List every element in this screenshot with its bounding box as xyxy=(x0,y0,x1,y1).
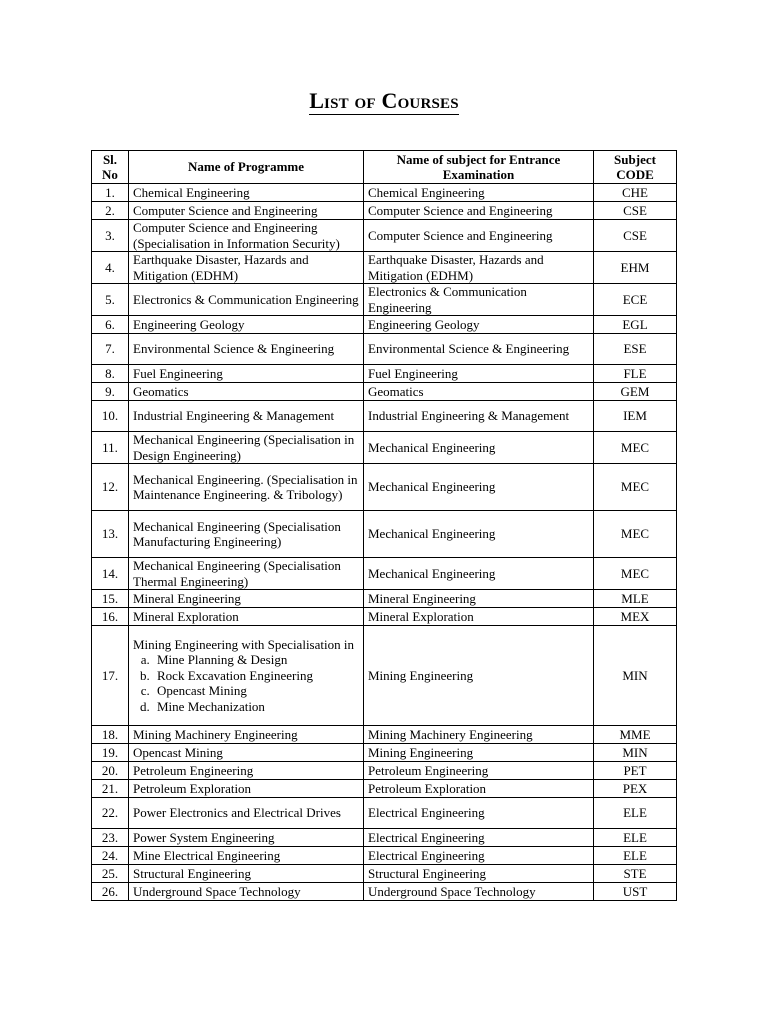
table-row xyxy=(92,780,677,798)
row-number: 25. xyxy=(92,865,129,883)
specialisation-item: c. Opencast Mining xyxy=(153,683,359,699)
row-number: 9. xyxy=(92,383,129,401)
programme-name: Petroleum Engineering xyxy=(129,762,364,780)
entrance-subject: Mineral Engineering xyxy=(364,590,594,608)
header-programme: Name of Programme xyxy=(129,151,364,184)
subject-code: ECE xyxy=(594,284,677,316)
programme-name: Mineral Engineering xyxy=(129,590,364,608)
row-number: 7. xyxy=(92,334,129,365)
courses-table xyxy=(91,150,677,901)
programme-name: Underground Space Technology xyxy=(129,883,364,901)
programme-name: Mine Electrical Engineering xyxy=(129,847,364,865)
table-body xyxy=(92,184,677,901)
entrance-subject: Mining Machinery Engineering xyxy=(364,726,594,744)
table-row xyxy=(92,220,677,252)
entrance-subject: Mechanical Engineering xyxy=(364,558,594,590)
subject-code: PEX xyxy=(594,780,677,798)
subject-code: PET xyxy=(594,762,677,780)
programme-name: Mechanical Engineering (Specialisation in Design Engineering) xyxy=(129,432,364,464)
table-row xyxy=(92,558,677,590)
row-number: 8. xyxy=(92,365,129,383)
table-row xyxy=(92,608,677,626)
subject-code: MIN xyxy=(594,744,677,762)
table-row xyxy=(92,798,677,829)
entrance-subject: Industrial Engineering & Management xyxy=(364,401,594,432)
entrance-subject: Electrical Engineering xyxy=(364,829,594,847)
table-row xyxy=(92,744,677,762)
programme-name: Mechanical Engineering. (Specialisation in Maintenance Engineering. & Tribology) xyxy=(129,464,364,511)
programme-name: Mining Machinery Engineering xyxy=(129,726,364,744)
subject-code: MEC xyxy=(594,558,677,590)
programme-name: Power Electronics and Electrical Drives xyxy=(129,798,364,829)
entrance-subject: Petroleum Exploration xyxy=(364,780,594,798)
row-number: 5. xyxy=(92,284,129,316)
programme-name: Geomatics xyxy=(129,383,364,401)
entrance-subject: Electrical Engineering xyxy=(364,847,594,865)
entrance-subject: Computer Science and Engineering xyxy=(364,220,594,252)
programme-name: Structural Engineering xyxy=(129,865,364,883)
table-row xyxy=(92,511,677,558)
entrance-subject: Structural Engineering xyxy=(364,865,594,883)
row-number: 21. xyxy=(92,780,129,798)
entrance-subject: Petroleum Engineering xyxy=(364,762,594,780)
programme-name: Computer Science and Engineering (Specialisation in Information Security) xyxy=(129,220,364,252)
table-row xyxy=(92,252,677,284)
programme-name-text: Mining Engineering with Specialisation in xyxy=(133,636,354,652)
programme-name: Fuel Engineering xyxy=(129,365,364,383)
subject-code: CSE xyxy=(594,202,677,220)
page-title-text: List of Courses xyxy=(309,88,459,113)
row-number: 15. xyxy=(92,590,129,608)
row-number: 23. xyxy=(92,829,129,847)
table-row xyxy=(92,184,677,202)
row-number: 22. xyxy=(92,798,129,829)
table-row xyxy=(92,383,677,401)
table-row xyxy=(92,626,677,726)
row-number: 13. xyxy=(92,511,129,558)
specialisation-item: d. Mine Mechanization xyxy=(153,699,359,715)
specialisation-item: a. Mine Planning & Design xyxy=(153,652,359,668)
row-number: 24. xyxy=(92,847,129,865)
table-row xyxy=(92,762,677,780)
subject-code: MEC xyxy=(594,511,677,558)
programme-name: Mechanical Engineering (Specialisation Thermal Engineering) xyxy=(129,558,364,590)
subject-code: STE xyxy=(594,865,677,883)
table-row xyxy=(92,202,677,220)
entrance-subject: Mining Engineering xyxy=(364,626,594,726)
entrance-subject: Environmental Science & Engineering xyxy=(364,334,594,365)
row-number: 4. xyxy=(92,252,129,284)
specialisation-item: b. Rock Excavation Engineering xyxy=(153,668,359,684)
programme-name: Earthquake Disaster, Hazards and Mitigation (EDHM) xyxy=(129,252,364,284)
entrance-subject: Fuel Engineering xyxy=(364,365,594,383)
entrance-subject: Mechanical Engineering xyxy=(364,511,594,558)
programme-name xyxy=(129,626,364,726)
entrance-subject: Underground Space Technology xyxy=(364,883,594,901)
row-number: 2. xyxy=(92,202,129,220)
table-row xyxy=(92,432,677,464)
entrance-subject: Mining Engineering xyxy=(364,744,594,762)
table-row xyxy=(92,284,677,316)
subject-code: MEX xyxy=(594,608,677,626)
subject-code: EGL xyxy=(594,316,677,334)
entrance-subject: Mineral Exploration xyxy=(364,608,594,626)
header-subject: Name of subject for Entrance Examination xyxy=(364,151,594,184)
header-code: Subject CODE xyxy=(594,151,677,184)
table-row xyxy=(92,847,677,865)
subject-code: EHM xyxy=(594,252,677,284)
page-title xyxy=(0,88,768,114)
subject-code: FLE xyxy=(594,365,677,383)
programme-name: Petroleum Exploration xyxy=(129,780,364,798)
programme-name: Chemical Engineering xyxy=(129,184,364,202)
programme-name: Electronics & Communication Engineering xyxy=(129,284,364,316)
table-row xyxy=(92,590,677,608)
row-number: 1. xyxy=(92,184,129,202)
row-number: 11. xyxy=(92,432,129,464)
subject-code: CHE xyxy=(594,184,677,202)
subject-code: IEM xyxy=(594,401,677,432)
subject-code: MLE xyxy=(594,590,677,608)
table-row xyxy=(92,334,677,365)
programme-name: Opencast Mining xyxy=(129,744,364,762)
subject-code: MEC xyxy=(594,432,677,464)
subject-code: GEM xyxy=(594,383,677,401)
subject-code: MEC xyxy=(594,464,677,511)
entrance-subject: Chemical Engineering xyxy=(364,184,594,202)
programme-name: Industrial Engineering & Management xyxy=(129,401,364,432)
programme-name: Engineering Geology xyxy=(129,316,364,334)
entrance-subject: Engineering Geology xyxy=(364,316,594,334)
row-number: 17. xyxy=(92,626,129,726)
row-number: 12. xyxy=(92,464,129,511)
entrance-subject: Earthquake Disaster, Hazards and Mitigation (EDHM) xyxy=(364,252,594,284)
subject-code: ELE xyxy=(594,798,677,829)
subject-code: ELE xyxy=(594,847,677,865)
row-number: 16. xyxy=(92,608,129,626)
entrance-subject: Geomatics xyxy=(364,383,594,401)
subject-code: MME xyxy=(594,726,677,744)
entrance-subject: Electrical Engineering xyxy=(364,798,594,829)
subject-code: ELE xyxy=(594,829,677,847)
table-row xyxy=(92,865,677,883)
table-row xyxy=(92,401,677,432)
programme-name: Power System Engineering xyxy=(129,829,364,847)
row-number: 3. xyxy=(92,220,129,252)
table-row xyxy=(92,829,677,847)
table-header-row xyxy=(92,151,677,184)
programme-name: Mineral Exploration xyxy=(129,608,364,626)
row-number: 18. xyxy=(92,726,129,744)
row-number: 19. xyxy=(92,744,129,762)
entrance-subject: Mechanical Engineering xyxy=(364,432,594,464)
programme-name: Computer Science and Engineering xyxy=(129,202,364,220)
specialisation-list xyxy=(133,652,359,714)
subject-code: CSE xyxy=(594,220,677,252)
entrance-subject: Mechanical Engineering xyxy=(364,464,594,511)
row-number: 14. xyxy=(92,558,129,590)
programme-name: Mechanical Engineering (Specialisation Manufacturing Engineering) xyxy=(129,511,364,558)
subject-code: MIN xyxy=(594,626,677,726)
row-number: 26. xyxy=(92,883,129,901)
table-row xyxy=(92,883,677,901)
table-row xyxy=(92,365,677,383)
table-row xyxy=(92,726,677,744)
header-slno: Sl. No xyxy=(92,151,129,184)
table-row xyxy=(92,464,677,511)
row-number: 10. xyxy=(92,401,129,432)
entrance-subject: Computer Science and Engineering xyxy=(364,202,594,220)
subject-code: ESE xyxy=(594,334,677,365)
programme-name: Environmental Science & Engineering xyxy=(129,334,364,365)
row-number: 6. xyxy=(92,316,129,334)
subject-code: UST xyxy=(594,883,677,901)
table-row xyxy=(92,316,677,334)
row-number: 20. xyxy=(92,762,129,780)
entrance-subject: Electronics & Communication Engineering xyxy=(364,284,594,316)
